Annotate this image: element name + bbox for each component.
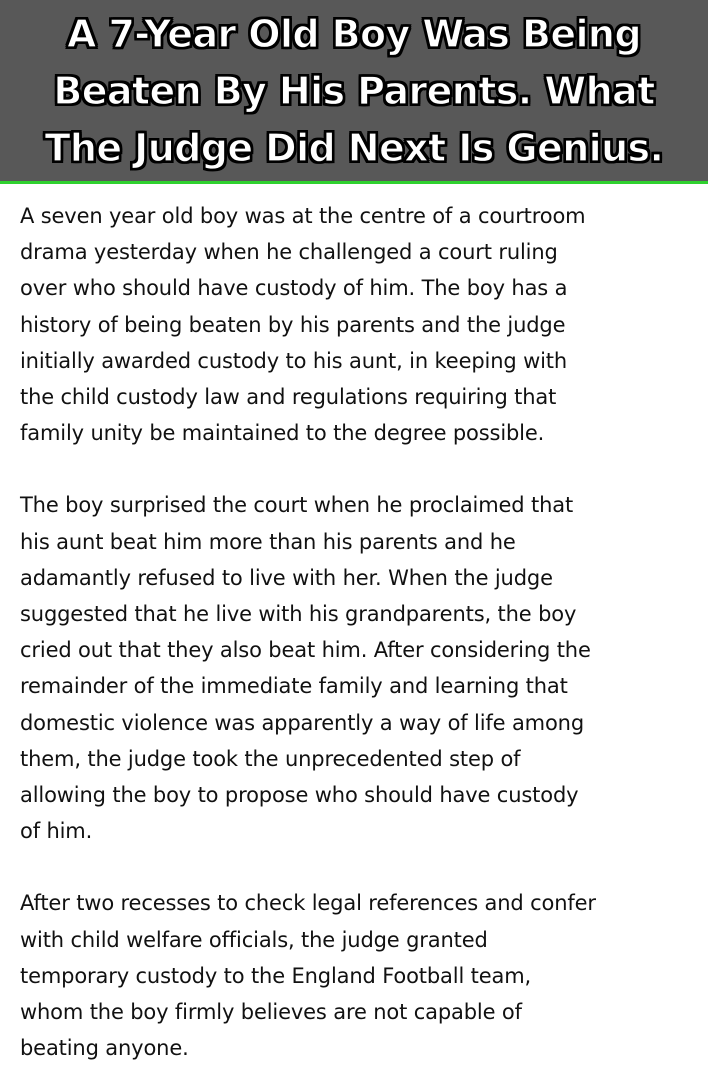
headline-line: The Judge Did Next Is Genius. — [44, 126, 664, 170]
text-line: his aunt beat him more than his parents and he — [20, 529, 516, 554]
green-divider — [0, 181, 708, 184]
text-line: A seven year old boy was at the centre of a courtroom — [20, 204, 586, 228]
text-line: beating anyone. — [20, 1036, 189, 1061]
article-body — [20, 198, 700, 1066]
text-line: After two recesses to check legal references and confer — [20, 891, 596, 916]
text-line: history of being beaten by his parents and the judge — [20, 312, 566, 337]
text-line: them, the judge took the unprecedented step of — [20, 746, 521, 771]
text-line: adamantly refused to live with her. When the judge — [20, 565, 553, 590]
text-line: whom the boy firmly believes are not capable of — [20, 1000, 522, 1025]
text-line: with child welfare officials, the judge granted — [20, 927, 488, 952]
headline — [0, 6, 708, 177]
text-line: The boy surprised the court when he proclaimed that — [20, 493, 574, 518]
text-line: temporary custody to the England Football team, — [20, 963, 532, 988]
paragraph-2 — [20, 487, 700, 849]
paragraph-1 — [20, 198, 700, 451]
text-line: initially awarded custody to his aunt, in keeping with — [20, 348, 568, 373]
text-line: cried out that they also beat him. After considering the — [20, 638, 591, 663]
text-line: drama yesterday when he challenged a court ruling — [20, 240, 558, 265]
paragraph-3 — [20, 885, 700, 1066]
text-line: remainder of the immediate family and learning that — [20, 674, 568, 699]
text-line: domestic violence was apparently a way of life among — [20, 710, 585, 735]
title-banner — [0, 0, 708, 181]
text-line: family unity be maintained to the degree possible. — [20, 421, 545, 446]
text-line: allowing the boy to propose who should have custody — [20, 783, 579, 808]
text-line: of him. — [20, 819, 93, 844]
text-line: the child custody law and regulations requiring that — [20, 385, 557, 410]
text-line: over who should have custody of him. The boy has a — [20, 276, 568, 301]
headline-line: A 7-Year Old Boy Was Being — [67, 12, 641, 56]
headline-line: Beaten By His Parents. What — [53, 69, 655, 113]
text-line: suggested that he live with his grandparents, the boy — [20, 602, 577, 627]
